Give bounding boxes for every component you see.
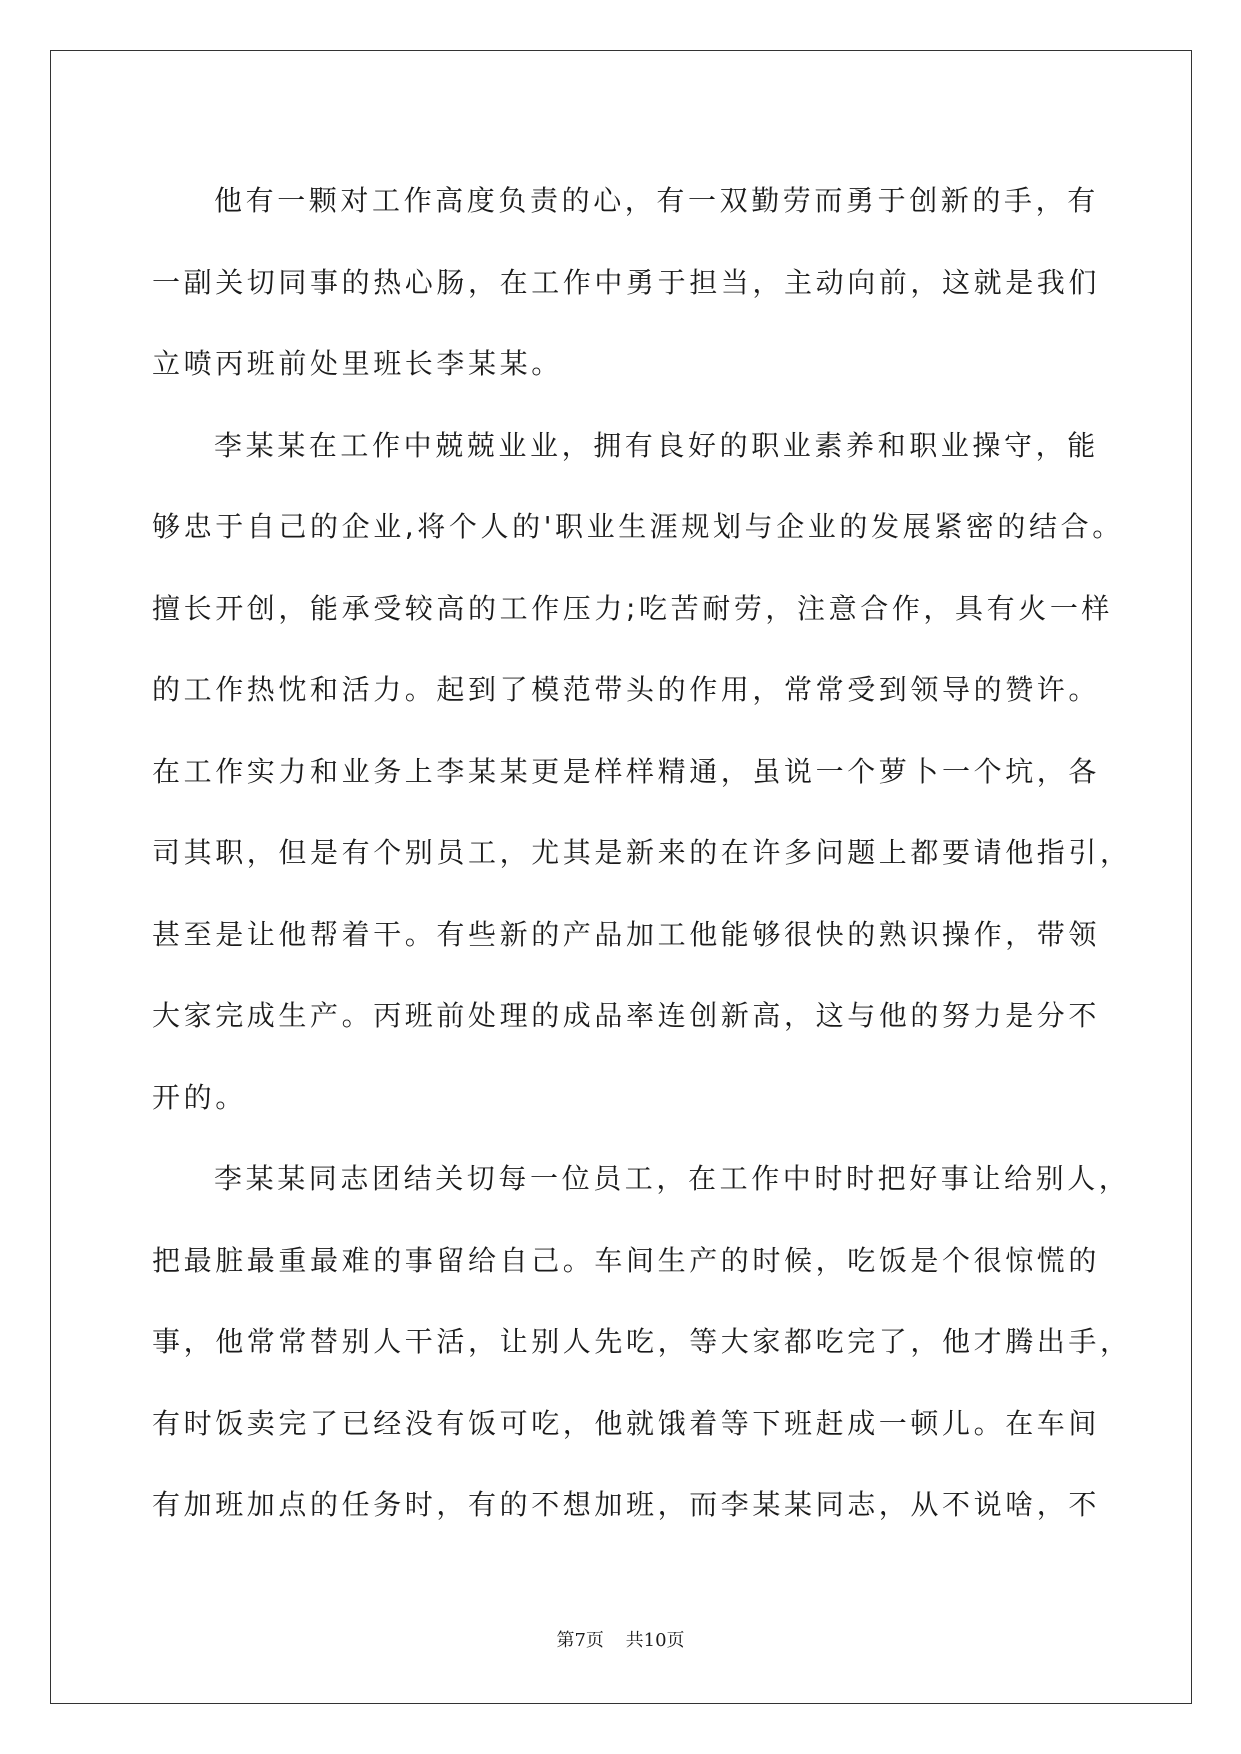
page-footer <box>0 1626 1241 1652</box>
text-line: 开的。 <box>152 1080 247 1114</box>
text-line: 把最脏最重最难的事留给自己。车间生产的时候，吃饭是个很惊慌的 <box>152 1243 1101 1277</box>
text-line: 的工作热忱和活力。起到了模范带头的作用，常常受到领导的赞许。 <box>152 673 1101 706</box>
text-line: 够忠于自己的企业,将个人的'职业生涯规划与企业的发展紧密的结合。 <box>152 510 1124 543</box>
document-body <box>152 160 1132 1546</box>
text-line: 李某某同志团结关切每一位员工，在工作中时时把好事让给别人， <box>214 1162 1131 1195</box>
text-line: 立喷丙班前处里班长李某某。 <box>152 347 563 380</box>
text-line: 事，他常常替别人干活，让别人先吃，等大家都吃完了，他才腾出手， <box>152 1325 1132 1358</box>
text-line: 甚至是让他帮着干。有些新的产品加工他能够很快的熟识操作，带领 <box>152 917 1101 951</box>
text-line: 司其职，但是有个别员工，尤其是新来的在许多问题上都要请他指引， <box>152 836 1132 869</box>
page-number-current: 第7页 <box>556 1630 604 1651</box>
text-line: 有加班加点的任务时，有的不想加班，而李某某同志，从不说啥，不 <box>152 1488 1101 1521</box>
text-line: 他有一颗对工作高度负责的心，有一双勤劳而勇于创新的手，有 <box>214 184 1099 217</box>
text-line: 大家完成生产。丙班前处理的成品率连创新高，这与他的努力是分不 <box>152 999 1101 1032</box>
page-number-total: 共10页 <box>625 1630 685 1651</box>
text-line: 擅长开创，能承受较高的工作压力;吃苦耐劳，注意合作，具有火一样 <box>152 591 1114 625</box>
text-line: 李某某在工作中兢兢业业，拥有良好的职业素养和职业操守，能 <box>214 428 1099 462</box>
text-line: 在工作实力和业务上李某某更是样样精通，虽说一个萝卜一个坑，各 <box>152 754 1101 788</box>
text-line: 有时饭卖完了已经没有饭可吃，他就饿着等下班赶成一顿儿。在车间 <box>152 1406 1101 1440</box>
text-line: 一副关切同事的热心肠，在工作中勇于担当，主动向前，这就是我们 <box>152 265 1101 299</box>
